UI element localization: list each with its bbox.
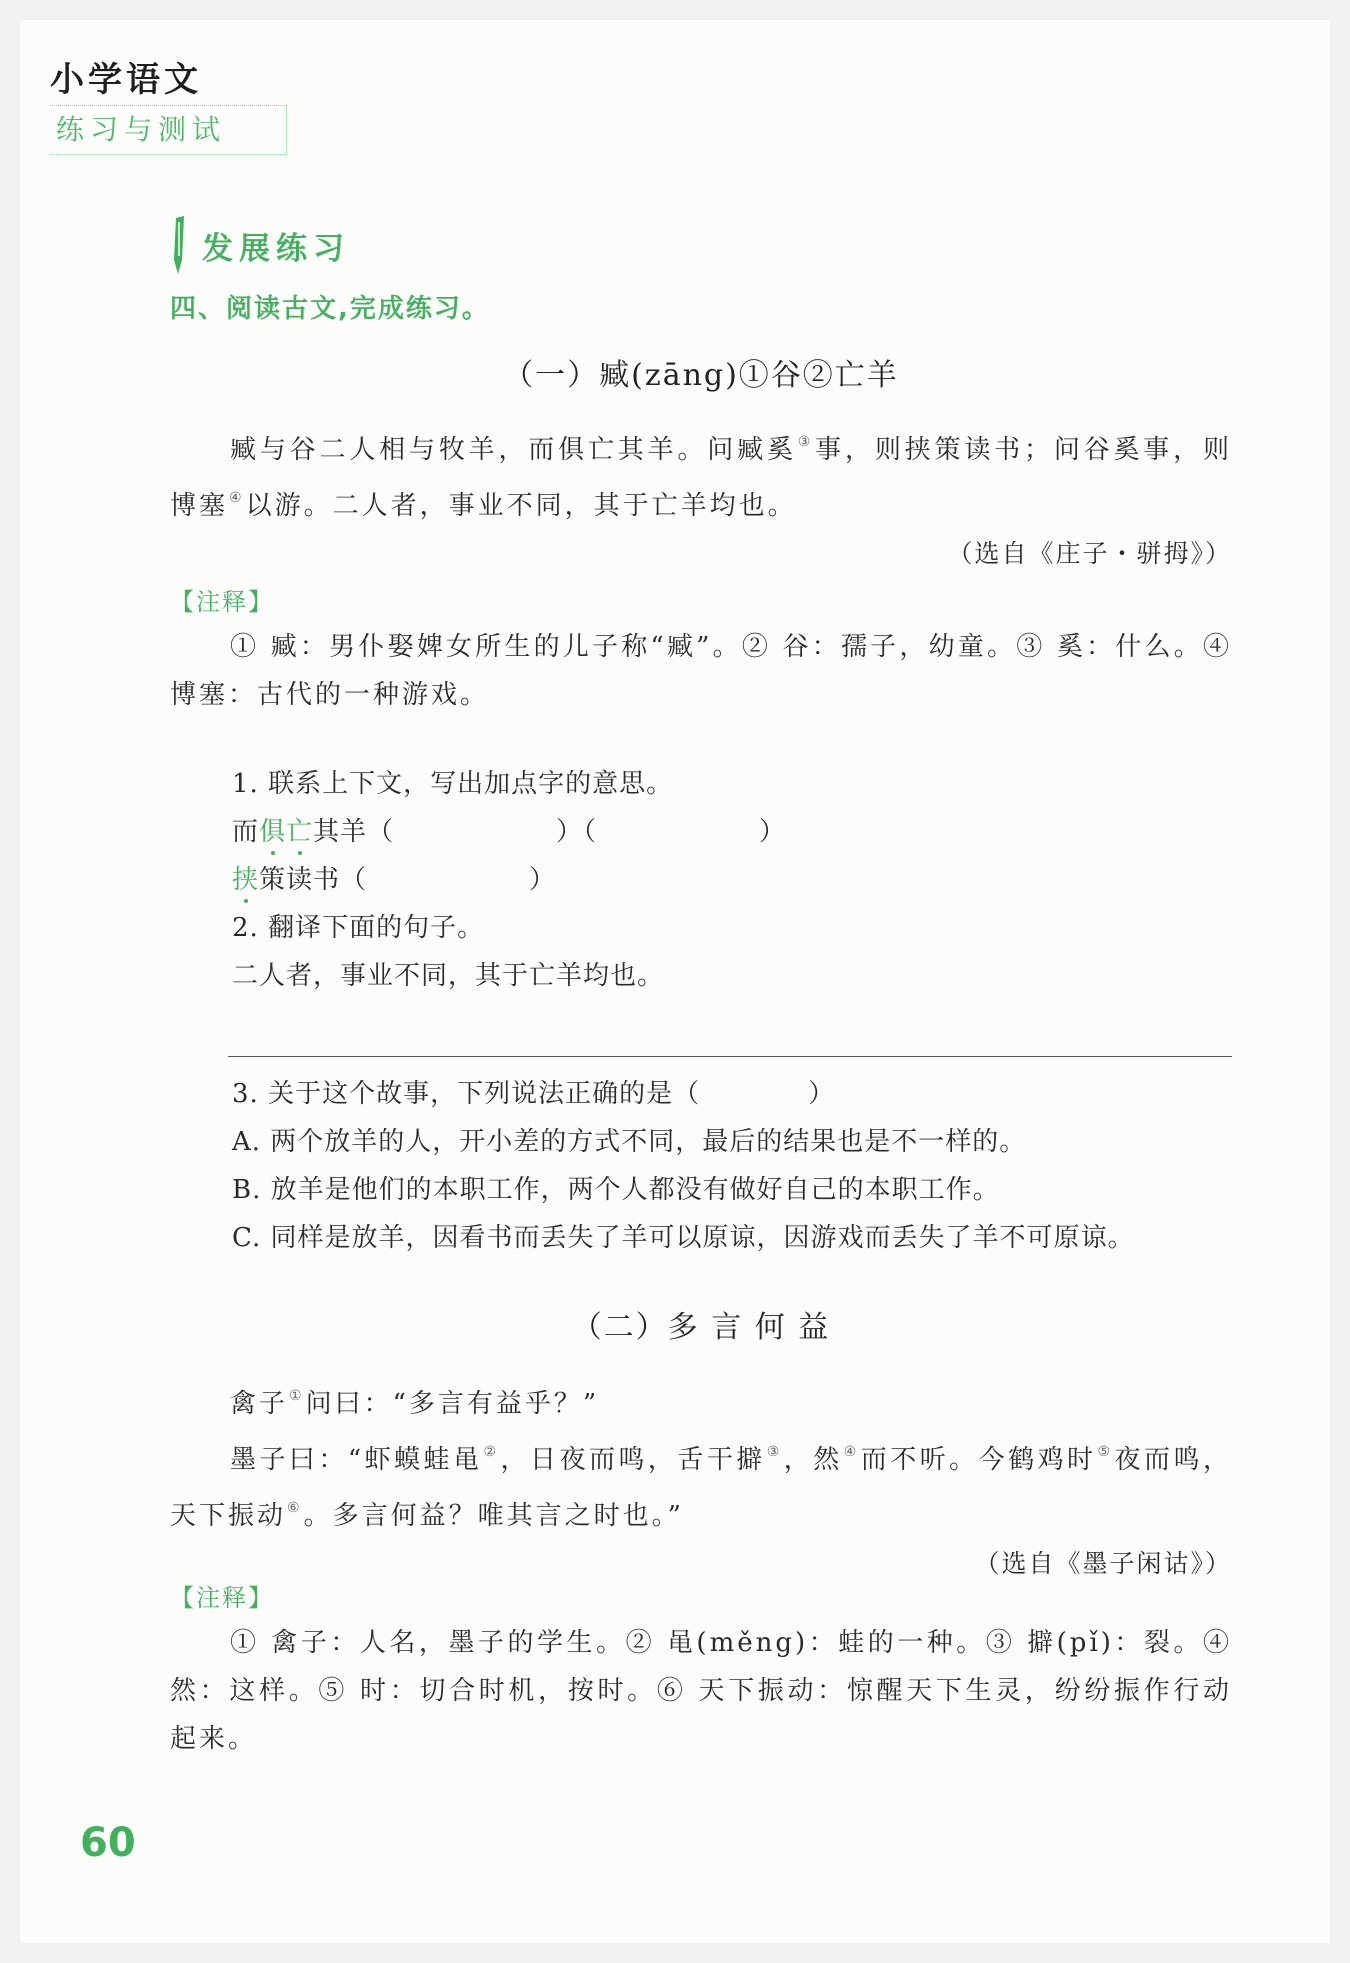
passage-1-title: （一）臧(zāng)①谷②亡羊 bbox=[503, 358, 899, 393]
passage-2-source: （选自《墨子闲诂》） bbox=[974, 1549, 1232, 1578]
passage-1-source: （选自《庄子・骈拇》） bbox=[947, 539, 1232, 568]
pen-icon bbox=[168, 216, 192, 274]
passage-2-notes bbox=[170, 1578, 1232, 1763]
option-a: A. 两个放羊的人，开小差的方式不同，最后的结果也是不一样的。 bbox=[232, 1127, 1027, 1157]
passage-2-line-2: 墨子曰：“虾蟆蛙黾②，日夜而鸣，舌干擗③，然④而不听。今鹤鸡时⑤夜而鸣，天下振动⑥。多言何益？唯其言之时也。” bbox=[170, 1444, 1232, 1531]
dotted-char: 挟 bbox=[232, 865, 260, 895]
note-label: 【注释】 bbox=[170, 588, 274, 616]
note-text: ① 禽子：人名，墨子的学生。② 黾(měng)：蛙的一种。③ 擗(pǐ)：裂。④ 然：这样。⑤ 时：切合时机，按时。⑥ 天下振动：惊醒天下生灵，纷纷振作行动起来。 bbox=[170, 1628, 1232, 1754]
brand-header bbox=[50, 52, 287, 155]
section-title: 发展练习 bbox=[202, 230, 350, 267]
question-2: 2. 翻译下面的句子。 bbox=[232, 913, 485, 943]
passage-2-body bbox=[170, 1372, 1232, 1580]
questions bbox=[170, 760, 1232, 1000]
passage-2 bbox=[170, 1302, 1232, 1346]
brand-title: 小学语文 bbox=[50, 60, 202, 100]
passage-1-text: 臧与谷二人相与牧羊，而俱亡其羊。问臧奚③事，则挟策读书；问谷奚事，则博塞④以游。二人者，事业不同，其于亡羊均也。 bbox=[170, 434, 1232, 521]
option-c: C. 同样是放羊，因看书而丢失了羊可以原谅，因游戏而丢失了羊不可原谅。 bbox=[232, 1223, 1135, 1253]
question-1-line-2: 挟策读书（ ） bbox=[232, 865, 557, 895]
textbook-page bbox=[20, 20, 1330, 1943]
section-header bbox=[168, 216, 350, 274]
question-3: 3. 关于这个故事，下列说法正确的是（ ） bbox=[232, 1079, 836, 1109]
passage-2-line-1: 禽子①问曰：“多言有益乎？” bbox=[230, 1388, 600, 1419]
note-label: 【注释】 bbox=[170, 1584, 274, 1612]
passage-1-notes bbox=[170, 582, 1232, 719]
page-number: 60 bbox=[80, 1820, 136, 1866]
passage-1-body bbox=[170, 418, 1232, 570]
question-1-line-1: 而俱亡其羊（ ）（ ） bbox=[232, 817, 787, 847]
brand-subtitle: 练习与测试 bbox=[50, 105, 287, 155]
answer-line[interactable] bbox=[228, 1056, 1232, 1057]
question-2-sentence: 二人者，事业不同，其于亡羊均也。 bbox=[232, 961, 665, 991]
option-b: B. 放羊是他们的本职工作，两个人都没有做好自己的本职工作。 bbox=[232, 1175, 1000, 1205]
note-text: ① 臧：男仆娶婢女所生的儿子称“臧”。② 谷：孺子，幼童。③ 奚：什么。④ 博塞：古代的一种游戏。 bbox=[170, 632, 1232, 710]
passage-2-title: （二）多 言 何 益 bbox=[571, 1310, 831, 1345]
question-3-block bbox=[170, 1070, 1232, 1262]
passage-1 bbox=[170, 350, 1232, 394]
dotted-char: 亡 bbox=[286, 817, 314, 847]
dotted-char: 俱 bbox=[259, 817, 287, 847]
task-instruction: 四、阅读古文,完成练习。 bbox=[170, 294, 490, 324]
question-1: 1. 联系上下文，写出加点字的意思。 bbox=[232, 769, 674, 799]
